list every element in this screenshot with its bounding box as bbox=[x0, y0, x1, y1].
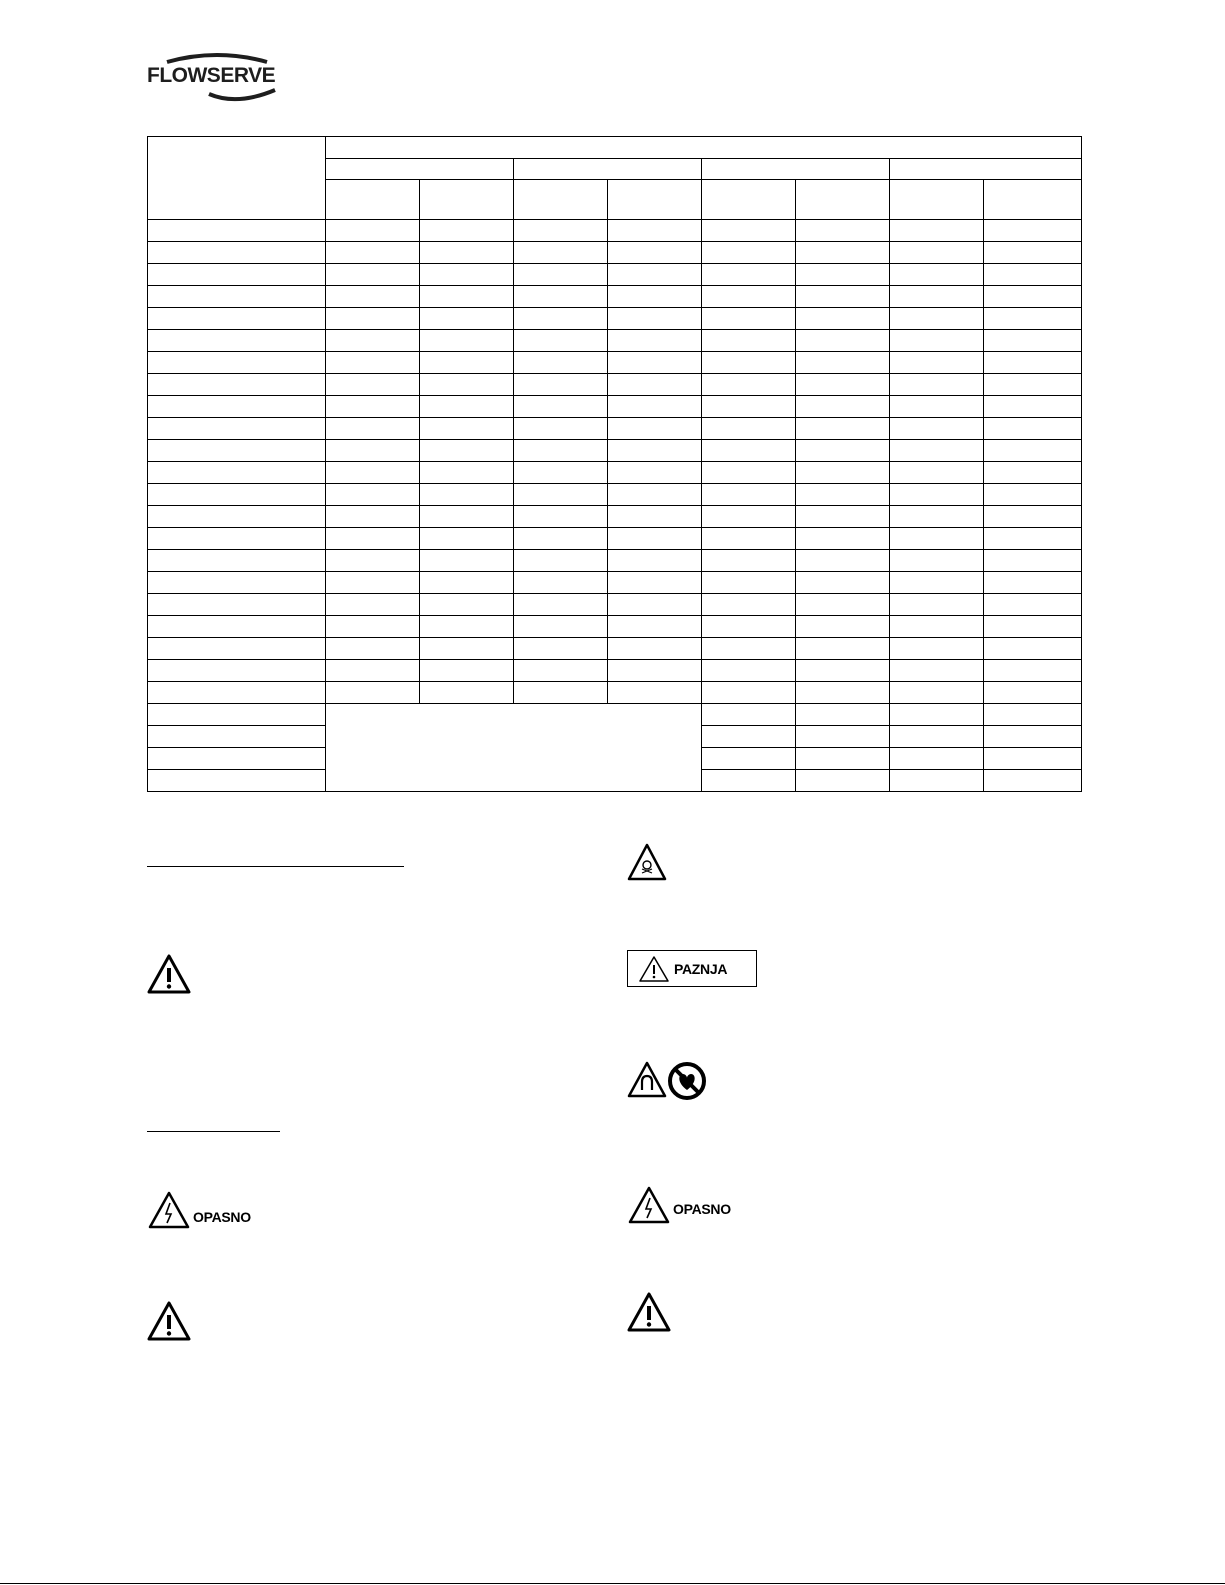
table-cell bbox=[420, 286, 514, 308]
table-cell bbox=[608, 660, 702, 682]
table-cell bbox=[984, 638, 1082, 660]
caution-label: PAZNJA bbox=[674, 961, 728, 977]
table-group-header bbox=[326, 137, 1082, 159]
table-cell bbox=[514, 572, 608, 594]
table-row bbox=[148, 594, 1082, 616]
table-cell bbox=[702, 616, 796, 638]
table-row bbox=[148, 660, 1082, 682]
section-heading-underline bbox=[147, 866, 404, 867]
table-row bbox=[148, 330, 1082, 352]
table-cell bbox=[514, 330, 608, 352]
table-row bbox=[148, 550, 1082, 572]
table-cell bbox=[148, 770, 326, 792]
table-cell bbox=[702, 440, 796, 462]
table-row bbox=[148, 264, 1082, 286]
table-cell bbox=[420, 264, 514, 286]
table-cell bbox=[608, 594, 702, 616]
table-cell bbox=[514, 220, 608, 242]
table-cell bbox=[608, 572, 702, 594]
table-cell bbox=[326, 264, 420, 286]
table-cell bbox=[608, 396, 702, 418]
table-cell bbox=[984, 528, 1082, 550]
table-cell bbox=[326, 440, 420, 462]
table-cell bbox=[420, 682, 514, 704]
caution-icon bbox=[638, 955, 670, 983]
table-cell bbox=[326, 330, 420, 352]
table-cell bbox=[984, 330, 1082, 352]
table-column-header bbox=[608, 180, 702, 220]
table-cell bbox=[420, 616, 514, 638]
table-cell bbox=[608, 638, 702, 660]
table-cell bbox=[514, 660, 608, 682]
table-cell bbox=[514, 506, 608, 528]
table-cell bbox=[148, 638, 326, 660]
table-cell bbox=[608, 462, 702, 484]
table-cell bbox=[890, 220, 984, 242]
table-cell bbox=[796, 726, 890, 748]
table-cell bbox=[890, 396, 984, 418]
table-cell bbox=[514, 396, 608, 418]
table-column-header bbox=[326, 180, 420, 220]
table-cell bbox=[514, 242, 608, 264]
table-column-header bbox=[890, 180, 984, 220]
table-cell bbox=[702, 594, 796, 616]
table-cell bbox=[608, 264, 702, 286]
table-cell bbox=[796, 308, 890, 330]
table-cell bbox=[984, 682, 1082, 704]
table-row bbox=[148, 572, 1082, 594]
table-header-row-1 bbox=[148, 137, 1082, 159]
table-cell bbox=[148, 616, 326, 638]
table-cell bbox=[608, 682, 702, 704]
table-cell bbox=[984, 264, 1082, 286]
flowserve-logo bbox=[147, 50, 287, 105]
table-cell bbox=[796, 660, 890, 682]
table-cell bbox=[420, 242, 514, 264]
table-cell bbox=[702, 242, 796, 264]
table-cell bbox=[702, 506, 796, 528]
table-cell bbox=[702, 638, 796, 660]
table-cell bbox=[514, 594, 608, 616]
table-row bbox=[148, 528, 1082, 550]
table-row bbox=[148, 220, 1082, 242]
table-cell bbox=[608, 330, 702, 352]
table-cell bbox=[326, 418, 420, 440]
table-cell bbox=[326, 682, 420, 704]
table-cell bbox=[608, 528, 702, 550]
table-cell bbox=[148, 330, 326, 352]
table-cell bbox=[148, 264, 326, 286]
table-row bbox=[148, 396, 1082, 418]
electrical-danger-icon bbox=[627, 1185, 671, 1225]
table-cell bbox=[326, 462, 420, 484]
general-warning-icon bbox=[146, 1300, 192, 1342]
table-cell bbox=[148, 506, 326, 528]
table-cell bbox=[702, 704, 796, 726]
table-cell bbox=[702, 330, 796, 352]
table-cell bbox=[148, 594, 326, 616]
table-cell bbox=[984, 770, 1082, 792]
table-cell bbox=[420, 374, 514, 396]
toxic-hazard-icon bbox=[626, 842, 668, 884]
table-cell bbox=[702, 726, 796, 748]
table-cell bbox=[984, 726, 1082, 748]
table-row bbox=[148, 506, 1082, 528]
table-cell bbox=[608, 550, 702, 572]
table-cell bbox=[148, 726, 326, 748]
table-cell bbox=[148, 550, 326, 572]
table-cell bbox=[984, 572, 1082, 594]
table-cell bbox=[984, 704, 1082, 726]
table-subgroup-header bbox=[890, 159, 1082, 180]
table-cell bbox=[984, 748, 1082, 770]
table-cell bbox=[420, 550, 514, 572]
table-cell bbox=[702, 484, 796, 506]
table-cell bbox=[796, 374, 890, 396]
table-cell bbox=[702, 748, 796, 770]
table-corner-cell bbox=[148, 137, 326, 220]
table-cell bbox=[796, 242, 890, 264]
table-cell bbox=[796, 440, 890, 462]
table-cell bbox=[148, 352, 326, 374]
table-cell bbox=[608, 220, 702, 242]
table-cell bbox=[702, 572, 796, 594]
table-cell bbox=[890, 418, 984, 440]
table-cell bbox=[148, 572, 326, 594]
table-cell bbox=[420, 638, 514, 660]
table-row bbox=[148, 308, 1082, 330]
general-warning-icon bbox=[146, 953, 192, 995]
table-cell bbox=[326, 550, 420, 572]
table-cell bbox=[796, 506, 890, 528]
table-cell bbox=[420, 352, 514, 374]
table-cell bbox=[148, 308, 326, 330]
table-cell bbox=[608, 286, 702, 308]
table-cell bbox=[420, 528, 514, 550]
table-subgroup-header bbox=[326, 159, 514, 180]
table-cell bbox=[326, 242, 420, 264]
table-cell bbox=[890, 308, 984, 330]
table-cell bbox=[984, 242, 1082, 264]
table-cell bbox=[514, 550, 608, 572]
table-cell bbox=[796, 352, 890, 374]
table-cell bbox=[326, 374, 420, 396]
table-subgroup-header bbox=[702, 159, 890, 180]
table-cell bbox=[148, 242, 326, 264]
table-cell bbox=[984, 506, 1082, 528]
table-subgroup-header bbox=[514, 159, 702, 180]
section-heading-underline bbox=[147, 1131, 280, 1132]
table-cell bbox=[514, 682, 608, 704]
table-cell bbox=[514, 528, 608, 550]
table-cell bbox=[514, 484, 608, 506]
table-cell bbox=[702, 220, 796, 242]
table-cell bbox=[890, 374, 984, 396]
table-row bbox=[148, 286, 1082, 308]
table-cell bbox=[796, 594, 890, 616]
table-cell bbox=[984, 374, 1082, 396]
table-cell bbox=[420, 594, 514, 616]
magnetic-field-warning-icon bbox=[626, 1060, 668, 1100]
table-cell bbox=[890, 242, 984, 264]
table-cell bbox=[702, 352, 796, 374]
general-warning-icon bbox=[626, 1291, 672, 1333]
logo-text: FLOWSERVE bbox=[147, 64, 276, 87]
table-cell bbox=[702, 550, 796, 572]
table-cell bbox=[984, 352, 1082, 374]
table-row bbox=[148, 638, 1082, 660]
table-row bbox=[148, 242, 1082, 264]
table-cell bbox=[148, 748, 326, 770]
table-cell bbox=[890, 264, 984, 286]
table-cell bbox=[890, 440, 984, 462]
table-cell bbox=[796, 682, 890, 704]
table-cell bbox=[890, 770, 984, 792]
table-cell bbox=[796, 286, 890, 308]
table-cell bbox=[326, 286, 420, 308]
table-cell bbox=[148, 704, 326, 726]
table-row bbox=[148, 484, 1082, 506]
table-cell bbox=[420, 220, 514, 242]
table-cell bbox=[148, 660, 326, 682]
table-cell bbox=[326, 396, 420, 418]
table-cell bbox=[984, 462, 1082, 484]
table-cell bbox=[890, 638, 984, 660]
table-cell bbox=[326, 616, 420, 638]
table-cell bbox=[608, 242, 702, 264]
table-cell bbox=[148, 418, 326, 440]
table-cell bbox=[984, 308, 1082, 330]
table-row bbox=[148, 374, 1082, 396]
table-cell bbox=[420, 440, 514, 462]
table-cell bbox=[796, 770, 890, 792]
table-cell bbox=[514, 374, 608, 396]
table-cell bbox=[796, 396, 890, 418]
table-cell bbox=[326, 484, 420, 506]
table-cell bbox=[702, 374, 796, 396]
table-cell bbox=[796, 220, 890, 242]
table-cell bbox=[514, 352, 608, 374]
table-cell bbox=[890, 528, 984, 550]
table-cell bbox=[148, 484, 326, 506]
table-row bbox=[148, 704, 1082, 726]
table-cell bbox=[148, 374, 326, 396]
table-row bbox=[148, 352, 1082, 374]
table-cell bbox=[796, 264, 890, 286]
table-cell bbox=[796, 704, 890, 726]
table-cell bbox=[148, 440, 326, 462]
table-cell bbox=[420, 308, 514, 330]
table-cell bbox=[514, 616, 608, 638]
table-row bbox=[148, 418, 1082, 440]
table-cell bbox=[890, 704, 984, 726]
table-cell bbox=[984, 418, 1082, 440]
table-cell bbox=[702, 682, 796, 704]
table-cell bbox=[702, 462, 796, 484]
table-cell bbox=[702, 528, 796, 550]
table-cell bbox=[796, 550, 890, 572]
table-cell bbox=[890, 572, 984, 594]
table-cell bbox=[890, 352, 984, 374]
page-footer-rule bbox=[0, 1583, 1225, 1584]
table-cell bbox=[420, 572, 514, 594]
table-cell bbox=[420, 330, 514, 352]
table-cell bbox=[420, 484, 514, 506]
table-cell bbox=[984, 550, 1082, 572]
table-cell bbox=[702, 264, 796, 286]
table-cell bbox=[420, 462, 514, 484]
table-cell bbox=[420, 506, 514, 528]
table-cell bbox=[326, 220, 420, 242]
table-cell bbox=[326, 660, 420, 682]
table-cell bbox=[984, 220, 1082, 242]
table-cell bbox=[514, 308, 608, 330]
table-cell bbox=[796, 462, 890, 484]
table-cell bbox=[608, 308, 702, 330]
table-row bbox=[148, 462, 1082, 484]
table-cell bbox=[796, 616, 890, 638]
table-cell bbox=[608, 484, 702, 506]
table-cell bbox=[702, 770, 796, 792]
table-cell bbox=[420, 396, 514, 418]
table-cell bbox=[420, 660, 514, 682]
table-cell bbox=[702, 286, 796, 308]
table-cell bbox=[890, 484, 984, 506]
table-cell bbox=[608, 352, 702, 374]
table-cell bbox=[984, 484, 1082, 506]
table-cell bbox=[326, 572, 420, 594]
table-cell bbox=[148, 286, 326, 308]
table-cell bbox=[796, 638, 890, 660]
table-column-header bbox=[420, 180, 514, 220]
table-cell bbox=[148, 682, 326, 704]
table-cell bbox=[326, 594, 420, 616]
table-cell bbox=[608, 418, 702, 440]
table-cell bbox=[514, 638, 608, 660]
table-cell bbox=[148, 396, 326, 418]
table-cell bbox=[890, 594, 984, 616]
table-cell bbox=[890, 616, 984, 638]
table-cell bbox=[148, 462, 326, 484]
table-cell bbox=[326, 506, 420, 528]
table-cell bbox=[984, 396, 1082, 418]
table-cell bbox=[702, 396, 796, 418]
table-cell bbox=[796, 330, 890, 352]
table-cell bbox=[984, 616, 1082, 638]
table-cell bbox=[702, 418, 796, 440]
table-cell bbox=[514, 286, 608, 308]
table-cell bbox=[608, 616, 702, 638]
danger-label: OPASNO bbox=[193, 1209, 251, 1225]
table-column-header bbox=[702, 180, 796, 220]
table-row bbox=[148, 682, 1082, 704]
table-cell bbox=[148, 528, 326, 550]
table-cell bbox=[608, 440, 702, 462]
table-cell bbox=[148, 220, 326, 242]
table-column-header bbox=[796, 180, 890, 220]
table-row bbox=[148, 616, 1082, 638]
table-cell bbox=[890, 682, 984, 704]
table-cell bbox=[890, 726, 984, 748]
table-cell bbox=[514, 462, 608, 484]
table-cell bbox=[326, 638, 420, 660]
table-cell bbox=[796, 748, 890, 770]
table-cell bbox=[890, 748, 984, 770]
electrical-danger-icon bbox=[147, 1190, 191, 1230]
table-cell bbox=[796, 528, 890, 550]
table-cell bbox=[890, 506, 984, 528]
table-cell bbox=[890, 660, 984, 682]
table-cell bbox=[984, 440, 1082, 462]
table-cell bbox=[608, 506, 702, 528]
table-cell bbox=[608, 374, 702, 396]
table-cell bbox=[890, 462, 984, 484]
table-cell bbox=[420, 418, 514, 440]
table-cell bbox=[984, 594, 1082, 616]
table-column-header bbox=[984, 180, 1082, 220]
table-column-header bbox=[514, 180, 608, 220]
table-cell bbox=[514, 264, 608, 286]
table-merged-cell bbox=[326, 704, 702, 792]
table-cell bbox=[890, 330, 984, 352]
data-table bbox=[147, 136, 1082, 792]
table-cell bbox=[514, 418, 608, 440]
table-cell bbox=[796, 484, 890, 506]
table-cell bbox=[890, 550, 984, 572]
table-cell bbox=[890, 286, 984, 308]
table-cell bbox=[984, 286, 1082, 308]
table-cell bbox=[796, 418, 890, 440]
no-pacemaker-icon bbox=[667, 1061, 707, 1101]
table-cell bbox=[326, 352, 420, 374]
danger-label: OPASNO bbox=[673, 1201, 731, 1217]
table-cell bbox=[796, 572, 890, 594]
table-row bbox=[148, 440, 1082, 462]
table-cell bbox=[702, 308, 796, 330]
table-cell bbox=[326, 528, 420, 550]
table-cell bbox=[984, 660, 1082, 682]
table-cell bbox=[702, 660, 796, 682]
caution-marker bbox=[627, 950, 757, 987]
table-cell bbox=[514, 440, 608, 462]
table-cell bbox=[326, 308, 420, 330]
